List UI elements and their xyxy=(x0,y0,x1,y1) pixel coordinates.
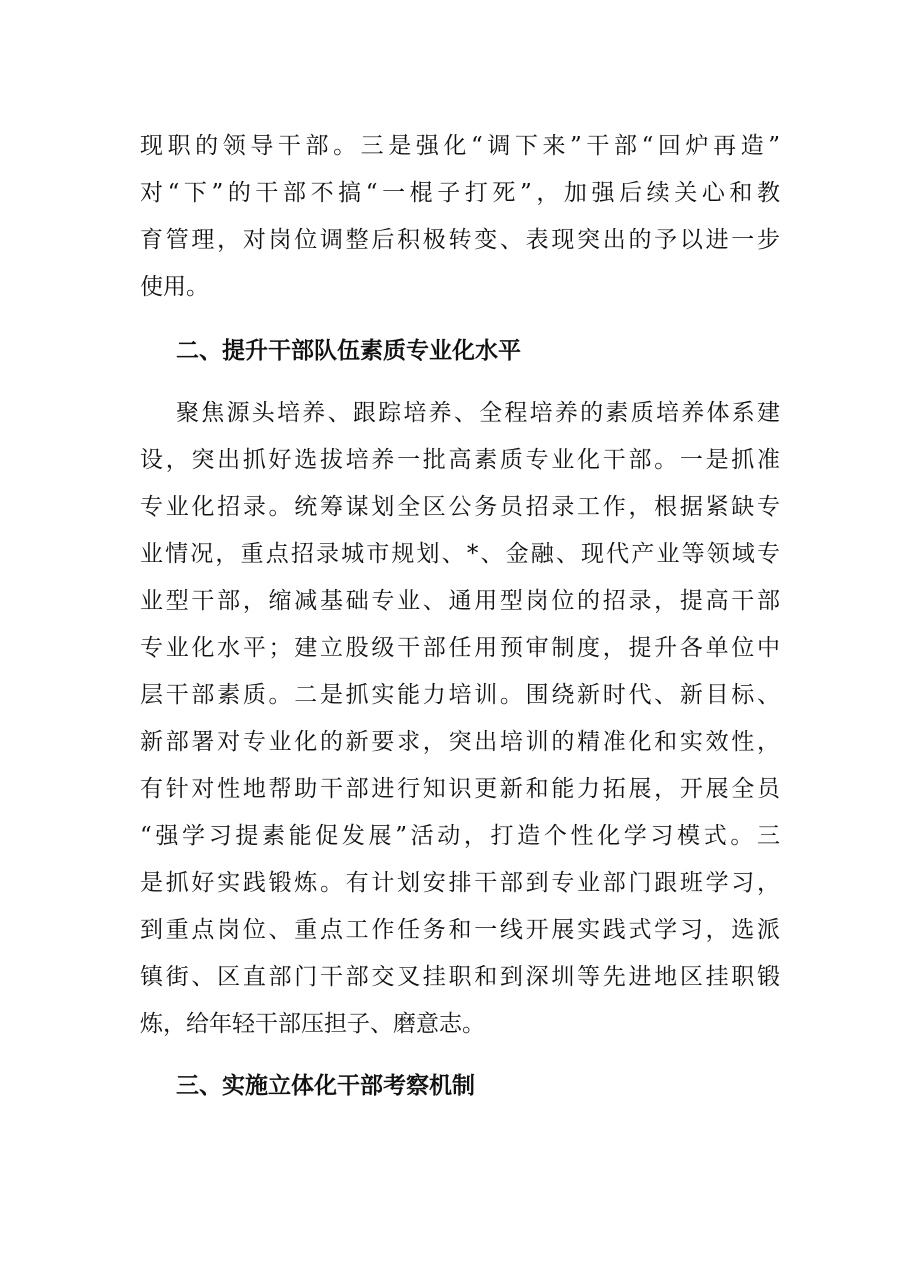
section-heading-3: 三、实施立体化干部考察机制 xyxy=(176,1073,475,1099)
paragraph-2-line-1: 聚焦源头培养、跟踪培养、全程培养的素质培养体系建 xyxy=(176,400,780,426)
paragraph-1-line-4: 使用。 xyxy=(140,274,209,300)
paragraph-2-line-13: 镇街、区直部门干部交叉挂职和到深圳等先进地区挂职锻 xyxy=(140,964,780,990)
paragraph-2-line-2: 设，突出抓好选拔培养一批高素质专业化干部。一是抓准 xyxy=(140,447,780,473)
paragraph-2-line-8: 新部署对专业化的新要求，突出培训的精准化和实效性， xyxy=(140,729,780,755)
paragraph-2-line-12: 到重点岗位、重点工作任务和一线开展实践式学习，选派 xyxy=(140,917,780,943)
paragraph-2-line-5: 业型干部，缩减基础专业、通用型岗位的招录，提高干部 xyxy=(140,588,780,614)
paragraph-1-line-2: 对“下”的干部不搞“一棍子打死”，加强后续关心和教 xyxy=(140,180,780,206)
paragraph-2-line-10: “强学习提素能促发展”活动，打造个性化学习模式。三 xyxy=(140,823,780,849)
paragraph-1-line-3: 育管理，对岗位调整后积极转变、表现突出的予以进一步 xyxy=(140,227,780,253)
paragraph-2-line-11: 是抓好实践锻炼。有计划安排干部到专业部门跟班学习， xyxy=(140,870,780,896)
section-heading-2: 二、提升干部队伍素质专业化水平 xyxy=(176,338,521,364)
paragraph-2-line-14: 炼，给年轻干部压担子、磨意志。 xyxy=(140,1011,485,1037)
paragraph-1-line-1: 现职的领导干部。三是强化“调下来”干部“回炉再造” xyxy=(140,133,780,159)
paragraph-2-line-9: 有针对性地帮助干部进行知识更新和能力拓展，开展全员 xyxy=(140,776,780,802)
paragraph-2-line-4: 业情况，重点招录城市规划、*、金融、现代产业等领域专 xyxy=(140,541,780,567)
paragraph-2-line-7: 层干部素质。二是抓实能力培训。围绕新时代、新目标、 xyxy=(140,682,780,708)
paragraph-2-line-6: 专业化水平；建立股级干部任用预审制度，提升各单位中 xyxy=(140,635,780,661)
paragraph-2-line-3: 专业化招录。统筹谋划全区公务员招录工作，根据紧缺专 xyxy=(140,494,780,520)
